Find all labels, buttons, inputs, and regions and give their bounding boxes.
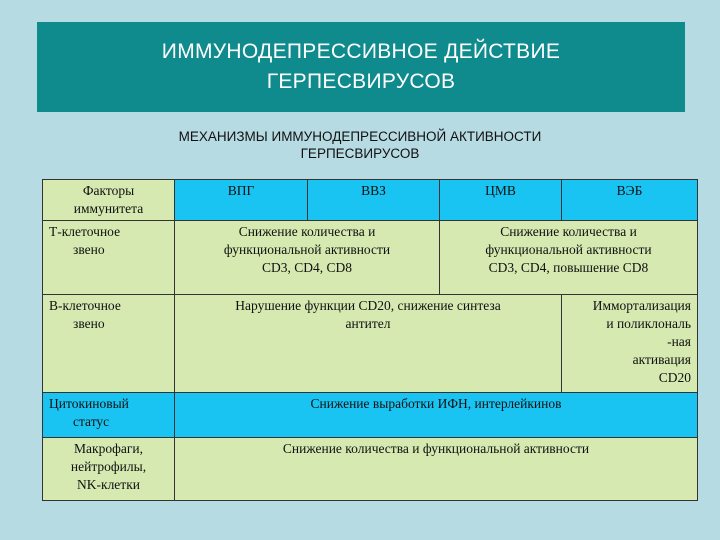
row-label-cytokine (43, 393, 175, 438)
header-factors (43, 180, 175, 221)
header-vvz: ВВЗ (308, 180, 440, 221)
row-label-line-3: NK-клетки (77, 477, 140, 492)
cell-text-line: функциональной активности (485, 242, 652, 257)
table-row-cytokine (43, 393, 698, 438)
slide-subtitle (0, 128, 720, 162)
row-label-b-cell (43, 295, 175, 393)
b-cell-veb-cell (562, 295, 698, 393)
slide-title-line-2: ГЕРПЕСВИРУСОВ (266, 70, 456, 93)
cell-text-line: функциональной активности (223, 242, 391, 257)
table-row-t-cell (43, 221, 698, 295)
macrophages-all-viruses-cell: Снижение количества и функциональной активности (175, 438, 698, 501)
slide-title-line-1: ИММУНОДЕПРЕССИВНОЕ ДЕЙСТВИЕ (161, 40, 561, 63)
t-cell-vpg-vvz-cell (175, 221, 440, 295)
header-veb: ВЭБ (562, 180, 698, 221)
subtitle-line-2: ГЕРПЕСВИРУСОВ (300, 146, 420, 161)
table-row-macrophages (43, 438, 698, 501)
row-label-line-2: звено (73, 242, 105, 257)
cell-text-line: -ная (667, 334, 691, 349)
table-header-row (43, 180, 698, 221)
cytokine-all-viruses-cell: Снижение выработки ИФН, интерлейкинов (175, 393, 698, 438)
cell-text-line: Снижение количества и (238, 224, 376, 239)
cell-text-line: CD20 (658, 370, 691, 385)
cell-text-line: CD3, CD4, CD8 (261, 260, 352, 275)
cell-text-line: CD3, CD4, повышение CD8 (488, 260, 649, 275)
mechanisms-table (42, 179, 698, 501)
cell-text-line: Иммортализация (592, 298, 691, 313)
row-label-t-cell (43, 221, 175, 295)
row-label-line-2: статус (73, 414, 110, 429)
b-cell-vpg-vvz-cmv-cell (175, 295, 562, 393)
cell-text-line: Нарушение функции CD20, снижение синтеза (235, 298, 501, 313)
cell-text-line: антител (345, 316, 391, 331)
cell-text-line: активация (632, 352, 691, 367)
cell-text-line: и поликлональ (606, 316, 691, 331)
header-factors-line-2: иммунитета (73, 201, 144, 216)
subtitle-line-1: МЕХАНИЗМЫ ИММУНОДЕПРЕССИВНОЙ АКТИВНОСТИ (178, 129, 542, 144)
header-factors-line-1: Факторы (82, 183, 135, 198)
header-vpg: ВПГ (175, 180, 308, 221)
slide-title-banner (37, 22, 685, 112)
row-label-line-1: В-клеточное (49, 298, 121, 313)
row-label-line-1: Цитокиновый (49, 396, 129, 411)
header-cmv: ЦМВ (440, 180, 562, 221)
t-cell-cmv-veb-cell (440, 221, 698, 295)
row-label-line-1: Макрофаги, (74, 441, 143, 456)
row-label-macrophages (43, 438, 175, 501)
cell-text-line: Снижение количества и (500, 224, 637, 239)
row-label-line-1: Т-клеточное (49, 224, 121, 239)
row-label-line-2: звено (73, 316, 105, 331)
row-label-line-2: нейтрофилы, (70, 459, 147, 474)
table-row-b-cell (43, 295, 698, 393)
